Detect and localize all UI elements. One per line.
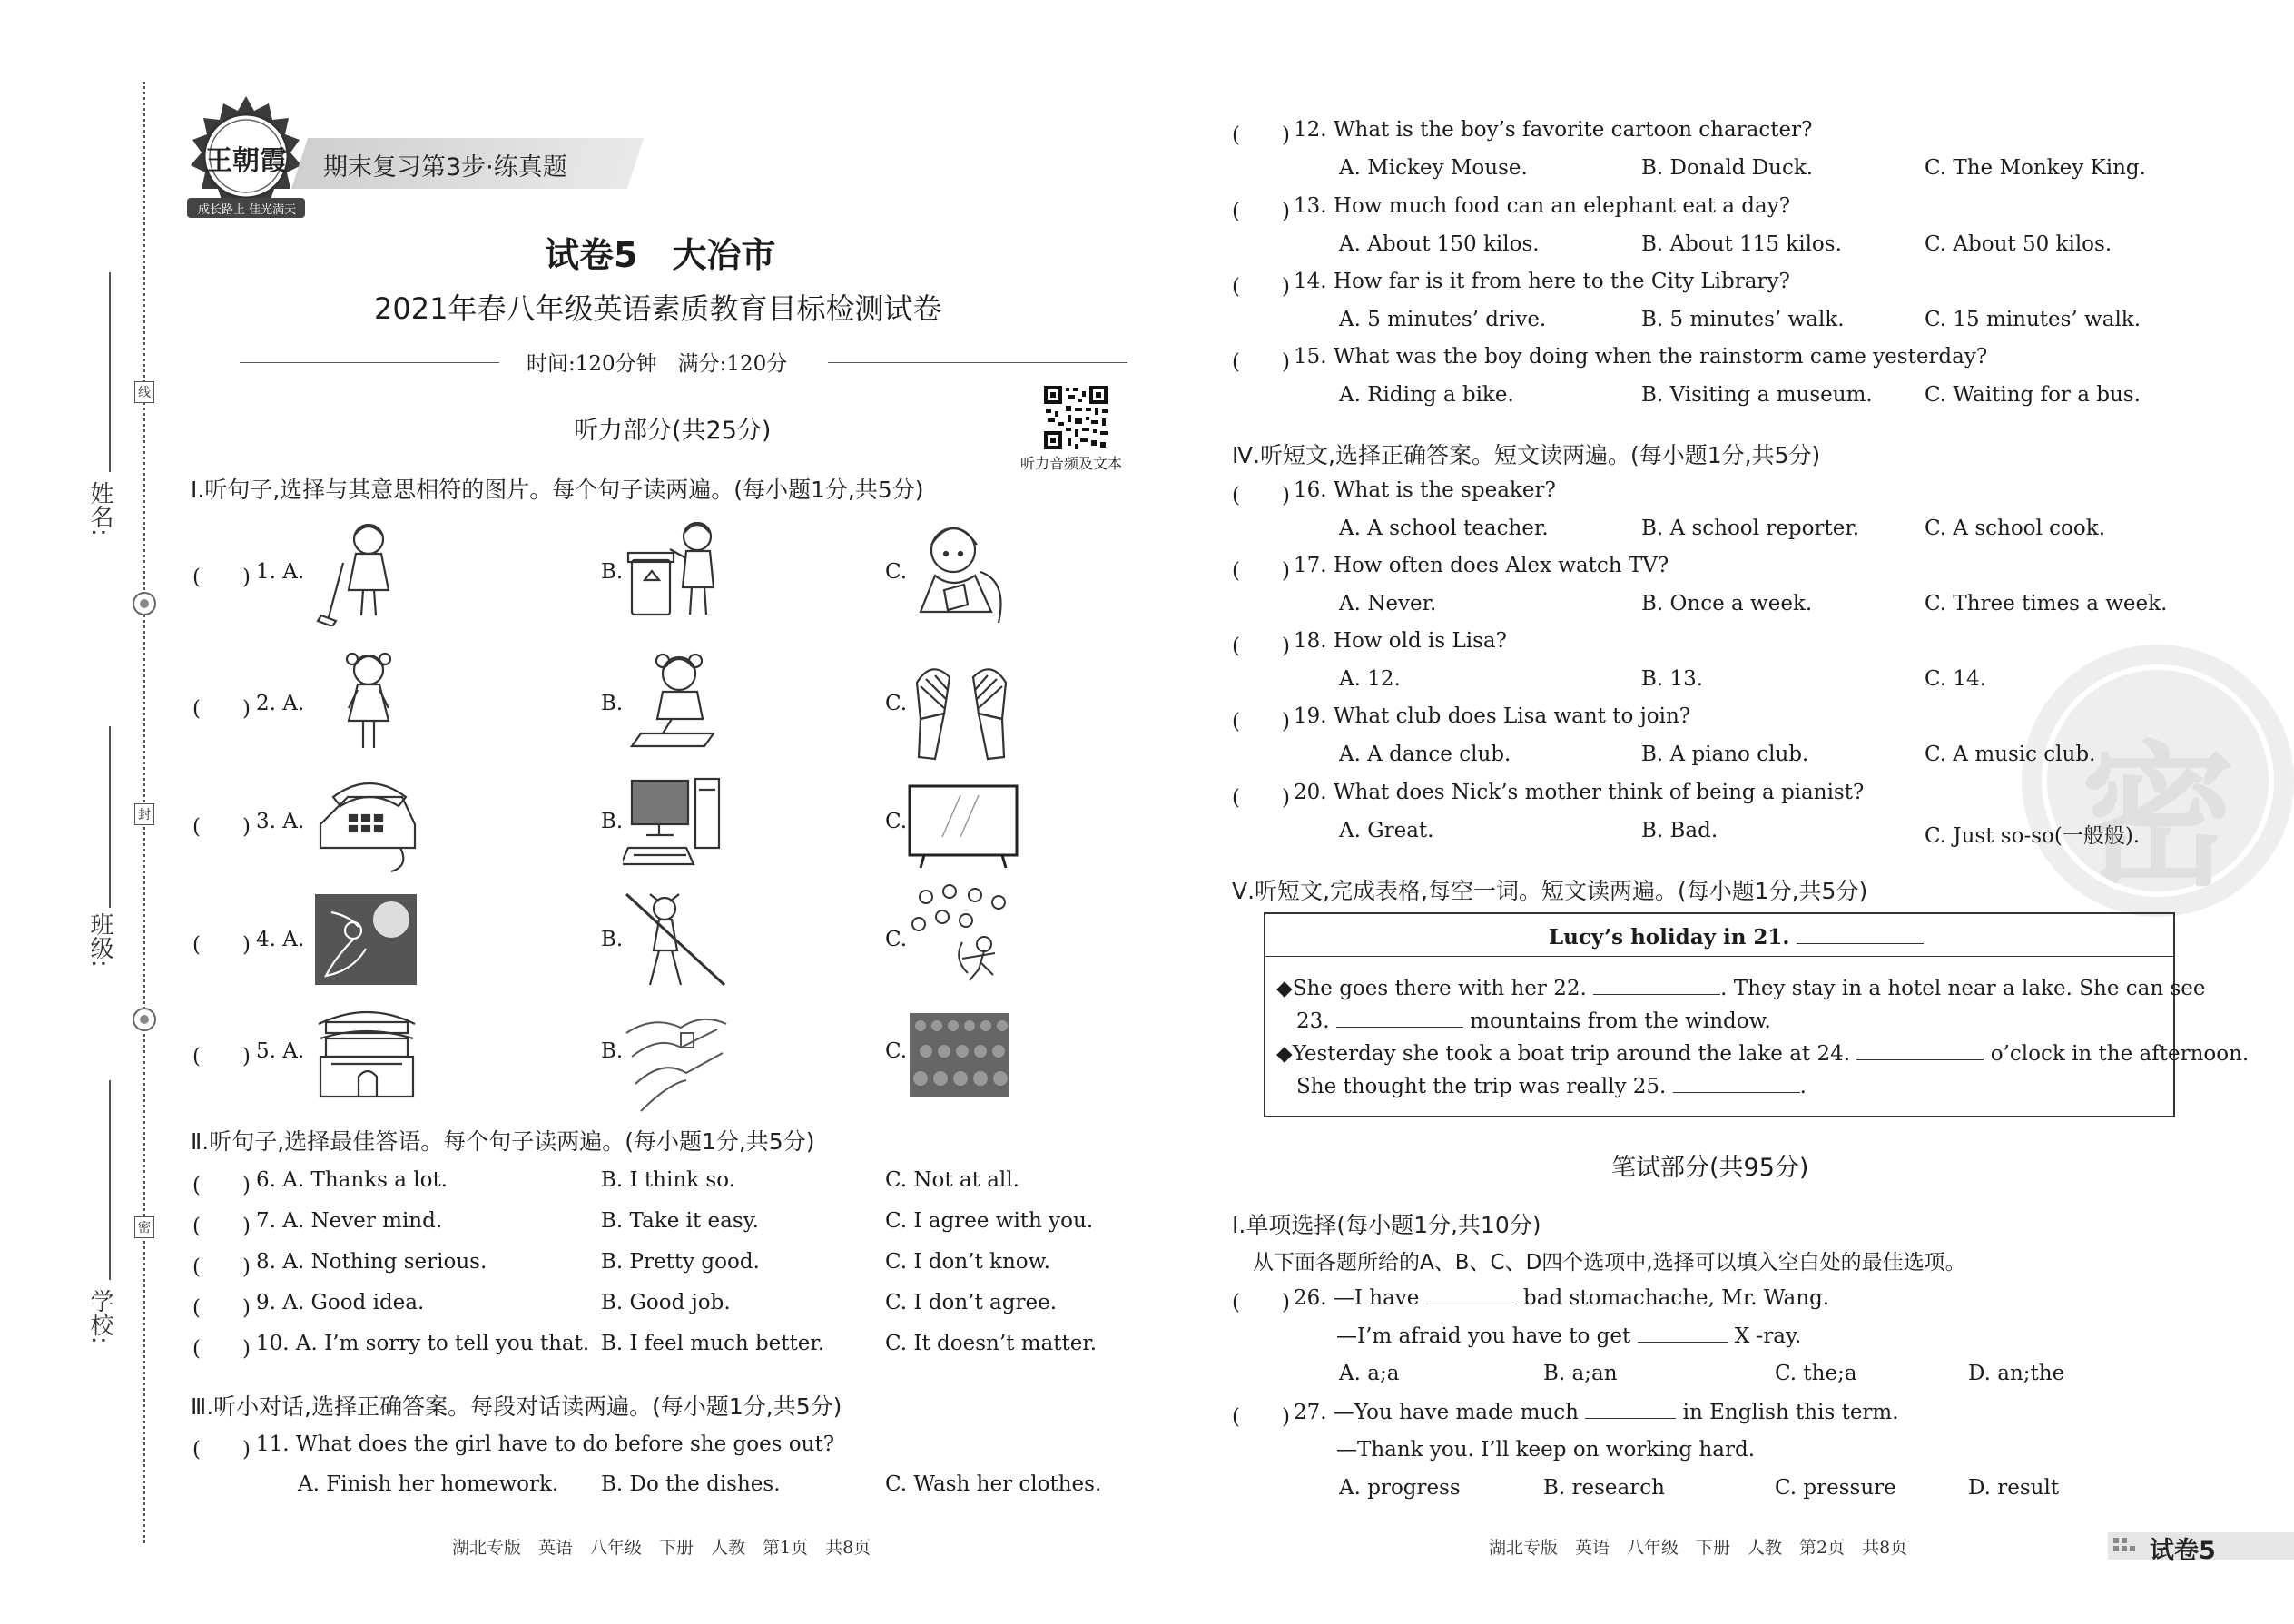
city-gate-image[interactable] — [313, 997, 420, 1106]
answer-bracket[interactable]: ( ) — [192, 1337, 251, 1361]
q20-a: A. Great. — [1339, 819, 1434, 842]
q27-d: D. result — [1968, 1476, 2060, 1500]
q9-b: B. Good job. — [601, 1291, 731, 1314]
q7-a: 7. A. Never mind. — [256, 1209, 443, 1233]
q12-text: 12. What is the boy’s favorite cartoon character? — [1294, 118, 1813, 142]
woman-reading-image[interactable] — [908, 517, 1015, 626]
bullet2-d: . — [1799, 1075, 1807, 1098]
answer-bracket[interactable]: ( ) — [1232, 123, 1290, 147]
holiday-table — [1264, 912, 2250, 1117]
written-part1-heading: Ⅰ.单项选择(每小题1分,共10分) — [1232, 1212, 1541, 1238]
watermark-char: 密 — [2081, 728, 2236, 908]
girl-sweeping-image[interactable] — [316, 517, 423, 626]
blank-25[interactable] — [1673, 1074, 1800, 1093]
answer-bracket[interactable]: ( ) — [1232, 350, 1290, 374]
bullet1-b: . They stay in a hotel near a lake. She can see — [1720, 977, 2206, 1000]
q14-text: 14. How far is it from here to the City Library? — [1294, 270, 1790, 293]
q27-c: C. pressure — [1775, 1476, 1896, 1500]
answer-bracket[interactable]: ( ) — [1232, 1405, 1290, 1429]
diamond-bullet-icon: ◆ — [1276, 1042, 1293, 1066]
binding-hole-icon — [133, 1008, 156, 1031]
answer-bracket[interactable]: ( ) — [192, 1174, 251, 1197]
q7-c: C. I agree with you. — [885, 1209, 1094, 1233]
qr-code-icon[interactable] — [1042, 384, 1109, 451]
girl-recycling-image[interactable] — [623, 513, 730, 622]
q12-b: B. Donald Duck. — [1641, 156, 1814, 180]
q5-c-label: C. — [885, 1039, 908, 1063]
q15-text: 15. What was the boy doing when the rainstorm came yesterday? — [1294, 345, 1988, 369]
q26-line1-a: 26. —I have — [1294, 1286, 1420, 1310]
q14-c: C. 15 minutes’ walk. — [1925, 308, 2141, 331]
part1-heading: Ⅰ.听句子,选择与其意思相符的图片。每个句子读两遍。(每小题1分,共5分) — [191, 477, 924, 503]
blank-23[interactable] — [1336, 1009, 1463, 1028]
answer-bracket[interactable]: ( ) — [1232, 559, 1290, 583]
q8-c: C. I don’t know. — [885, 1250, 1050, 1274]
q10-c: C. It doesn’t matter. — [885, 1332, 1098, 1355]
terracotta-warriors-image[interactable] — [908, 1006, 1015, 1115]
seal-char-secret: 密 — [134, 1216, 154, 1238]
q13-a: A. About 150 kilos. — [1339, 232, 1540, 256]
q11-c: C. Wash her clothes. — [885, 1472, 1102, 1496]
answer-bracket[interactable]: ( ) — [192, 815, 251, 839]
answer-bracket[interactable]: ( ) — [192, 697, 251, 721]
bullet-2-line-1 — [1276, 1041, 2249, 1066]
q18-a: A. 12. — [1339, 667, 1401, 691]
q19-c: C. A music club. — [1925, 743, 2096, 766]
q3-label: 3. A. — [256, 810, 305, 833]
table-title — [1549, 925, 1924, 950]
answer-bracket[interactable]: ( ) — [192, 1255, 251, 1279]
q18-c: C. 14. — [1925, 667, 1986, 691]
q26-d: D. an;the — [1968, 1362, 2065, 1385]
blank-24[interactable] — [1856, 1041, 1984, 1060]
q20-text: 20. What does Nick’s mother think of being a pianist? — [1294, 781, 1865, 804]
q1-label: 1. A. — [256, 560, 305, 584]
q26-line2-a: —I’m afraid you have to get — [1336, 1324, 1631, 1348]
watermark-seal — [2017, 640, 2294, 921]
q12-a: A. Mickey Mouse. — [1339, 156, 1528, 180]
bullet-1-line-2 — [1296, 1009, 1771, 1033]
seal-char-seal: 封 — [134, 803, 154, 825]
part4-heading: Ⅳ.听短文,选择正确答案。短文读两遍。(每小题1分,共5分) — [1232, 442, 1821, 468]
q6-a: 6. A. Thanks a lot. — [256, 1168, 448, 1192]
q18-b: B. 13. — [1641, 667, 1704, 691]
q6-b: B. I think so. — [601, 1168, 735, 1192]
answer-bracket[interactable]: ( ) — [1232, 484, 1290, 507]
q27-line1-a: 27. —You have made much — [1294, 1401, 1579, 1424]
blank-26b[interactable] — [1638, 1324, 1728, 1343]
page-badge: 试卷5 — [2150, 1537, 2216, 1565]
q27-line1-b: in English this term. — [1682, 1401, 1899, 1424]
bullet2-c: She thought the trip was really 25. — [1296, 1075, 1667, 1098]
q26-c: C. the;a — [1775, 1362, 1857, 1385]
q16-c: C. A school cook. — [1925, 517, 2106, 540]
girl-writing-image[interactable] — [623, 646, 730, 755]
q17-c: C. Three times a week. — [1925, 592, 2168, 615]
bullet1-d: mountains from the window. — [1470, 1009, 1771, 1033]
q15-b: B. Visiting a museum. — [1641, 383, 1873, 407]
written-instruction: 从下面各题所给的A、B、C、D四个选项中,选择可以填入空白处的最佳选项。 — [1253, 1251, 1966, 1275]
blank-26a[interactable] — [1426, 1285, 1517, 1304]
archer-suns-image[interactable] — [908, 881, 1015, 989]
q26-line2-b: X -ray. — [1734, 1324, 1802, 1348]
q5-b-label: B. — [601, 1039, 624, 1063]
school-label: 学校: — [86, 1289, 113, 1344]
paper-subtitle: 2021年春八年级英语素质教育目标检测试卷 — [374, 291, 942, 326]
q8-a: 8. A. Nothing serious. — [256, 1250, 487, 1274]
telephone-image[interactable] — [313, 770, 420, 879]
q26-b: B. a;an — [1543, 1362, 1618, 1385]
answer-bracket[interactable]: ( ) — [192, 933, 251, 957]
part5-heading: Ⅴ.听短文,完成表格,每空一词。短文读两遍。(每小题1分,共5分) — [1232, 878, 1868, 904]
q4-c-label: C. — [885, 928, 908, 951]
great-wall-image[interactable] — [623, 1006, 730, 1115]
qr-caption: 听力音频及文本 — [1020, 455, 1123, 472]
q27-b: B. research — [1543, 1476, 1665, 1500]
q26-line1 — [1294, 1285, 1829, 1310]
q3-c-label: C. — [885, 810, 908, 833]
divider-left — [240, 362, 499, 363]
class-blank-line — [109, 726, 111, 908]
part2-heading: Ⅱ.听句子,选择最佳答语。每个句子读两遍。(每小题1分,共5分) — [191, 1128, 815, 1155]
q2-label: 2. A. — [256, 692, 305, 715]
binding-hole-icon — [133, 592, 156, 615]
answer-bracket[interactable]: ( ) — [1232, 786, 1290, 810]
answer-bracket[interactable]: ( ) — [192, 566, 251, 589]
q18-text: 18. How old is Lisa? — [1294, 629, 1507, 653]
q2-c-label: C. — [885, 692, 908, 715]
time-score: 时间:120分钟 满分:120分 — [527, 352, 788, 376]
bullet2-a: Yesterday she took a boat trip around the lake at 24. — [1292, 1042, 1851, 1066]
q20-b: B. Bad. — [1641, 819, 1718, 842]
q12-c: C. The Monkey King. — [1925, 156, 2146, 180]
oven-mitts-image[interactable] — [908, 655, 1015, 764]
q15-c: C. Waiting for a bus. — [1925, 383, 2141, 407]
class-label: 班级: — [86, 912, 113, 968]
answer-bracket[interactable]: ( ) — [1232, 635, 1290, 658]
q10-b: B. I feel much better. — [601, 1332, 825, 1355]
television-image[interactable] — [906, 773, 1020, 882]
q27-line1 — [1294, 1400, 1899, 1424]
q10-a: 10. A. I’m sorry to tell you that. — [256, 1332, 590, 1355]
q16-text: 16. What is the speaker? — [1294, 478, 1556, 502]
table-divider — [1265, 956, 2173, 957]
q14-b: B. 5 minutes’ walk. — [1641, 308, 1845, 331]
q13-b: B. About 115 kilos. — [1641, 232, 1842, 256]
q11-b: B. Do the dishes. — [601, 1472, 781, 1496]
q16-a: A. A school teacher. — [1339, 517, 1549, 540]
answer-bracket[interactable]: ( ) — [192, 1045, 251, 1068]
q19-a: A. A dance club. — [1339, 743, 1511, 766]
q26-a: A. a;a — [1339, 1362, 1400, 1385]
q8-b: B. Pretty good. — [601, 1250, 760, 1274]
q13-text: 13. How much food can an elephant eat a day? — [1294, 194, 1791, 218]
monkey-king-image[interactable] — [623, 885, 730, 994]
q16-b: B. A school reporter. — [1641, 517, 1860, 540]
q1-b-label: B. — [601, 560, 624, 584]
school-blank-line — [109, 1080, 111, 1280]
answer-bracket[interactable]: ( ) — [192, 1438, 251, 1462]
squares-icon — [2113, 1538, 2135, 1556]
part3-heading: Ⅲ.听小对话,选择正确答案。每段对话读两遍。(每小题1分,共5分) — [191, 1393, 842, 1420]
q27-a: A. progress — [1339, 1476, 1461, 1500]
answer-bracket[interactable]: ( ) — [192, 1296, 251, 1320]
q9-c: C. I don’t agree. — [885, 1291, 1058, 1314]
q17-a: A. Never. — [1339, 592, 1437, 615]
q11-text: 11. What does the girl have to do before she goes out? — [256, 1432, 835, 1456]
blank-27[interactable] — [1585, 1400, 1676, 1419]
name-label: 姓名: — [86, 481, 113, 536]
q7-b: B. Take it easy. — [601, 1209, 759, 1233]
bullet-1-line-1 — [1276, 976, 2206, 1000]
answer-bracket[interactable]: ( ) — [1232, 275, 1290, 299]
answer-bracket[interactable]: ( ) — [192, 1215, 251, 1238]
q27-line2: —Thank you. I’ll keep on working hard. — [1336, 1438, 1756, 1462]
name-blank-line — [109, 272, 111, 472]
q17-b: B. Once a week. — [1641, 592, 1813, 615]
logo-motto: 成长路上 佳光满天 — [198, 203, 297, 217]
q11-a: A. Finish her homework. — [298, 1472, 559, 1496]
logo-text: 王朝霞 — [205, 145, 287, 177]
answer-bracket[interactable]: ( ) — [1232, 1291, 1290, 1314]
answer-bracket[interactable]: ( ) — [1232, 710, 1290, 733]
q5-label: 5. A. — [256, 1039, 305, 1063]
diamond-bullet-icon: ◆ — [1276, 977, 1293, 1000]
q19-b: B. A piano club. — [1641, 743, 1809, 766]
bullet2-b: o’clock in the afternoon. — [1990, 1042, 2250, 1066]
answer-bracket[interactable]: ( ) — [1232, 200, 1290, 223]
q13-c: C. About 50 kilos. — [1925, 232, 2112, 256]
q20-c: C. Just so-so(一般般). — [1925, 824, 2141, 848]
blank-22[interactable] — [1593, 976, 1720, 995]
blank-21[interactable] — [1797, 925, 1924, 944]
banner-title: 期末复习第3步·练真题 — [323, 153, 567, 182]
brand-logo — [178, 91, 314, 227]
q1-c-label: C. — [885, 560, 908, 584]
table-title-text: Lucy’s holiday in 21. — [1549, 925, 1790, 950]
footer-right: 湖北专版 英语 八年级 下册 人教 第2页 共8页 — [1489, 1538, 1908, 1558]
listening-heading: 听力部分(共25分) — [574, 417, 772, 445]
seal-char-line: 线 — [134, 381, 154, 403]
divider-right — [828, 362, 1127, 363]
q6-c: C. Not at all. — [885, 1168, 1019, 1192]
q2-b-label: B. — [601, 692, 624, 715]
q15-a: A. Riding a bike. — [1339, 383, 1514, 407]
bullet1-a: She goes there with her 22. — [1292, 977, 1587, 1000]
flying-girl-moon-image[interactable] — [313, 885, 420, 994]
bullet1-c: 23. — [1296, 1009, 1330, 1033]
computer-image[interactable] — [623, 770, 730, 879]
footer-left: 湖北专版 英语 八年级 下册 人教 第1页 共8页 — [452, 1538, 871, 1558]
q26-line1-b: bad stomachache, Mr. Wang. — [1523, 1286, 1830, 1310]
q14-a: A. 5 minutes’ drive. — [1339, 308, 1547, 331]
paper-title: 试卷5 大冶市 — [545, 235, 776, 275]
bullet-2-line-2 — [1296, 1074, 1807, 1098]
q3-b-label: B. — [601, 810, 624, 833]
q4-label: 4. A. — [256, 928, 305, 951]
girl-standing-image[interactable] — [316, 646, 423, 755]
q17-text: 17. How often does Alex watch TV? — [1294, 554, 1669, 577]
q19-text: 19. What club does Lisa want to join? — [1294, 704, 1691, 728]
q26-line2 — [1336, 1324, 1801, 1348]
written-heading: 笔试部分(共95分) — [1611, 1154, 1809, 1182]
q9-a: 9. A. Good idea. — [256, 1291, 425, 1314]
q4-b-label: B. — [601, 928, 624, 951]
